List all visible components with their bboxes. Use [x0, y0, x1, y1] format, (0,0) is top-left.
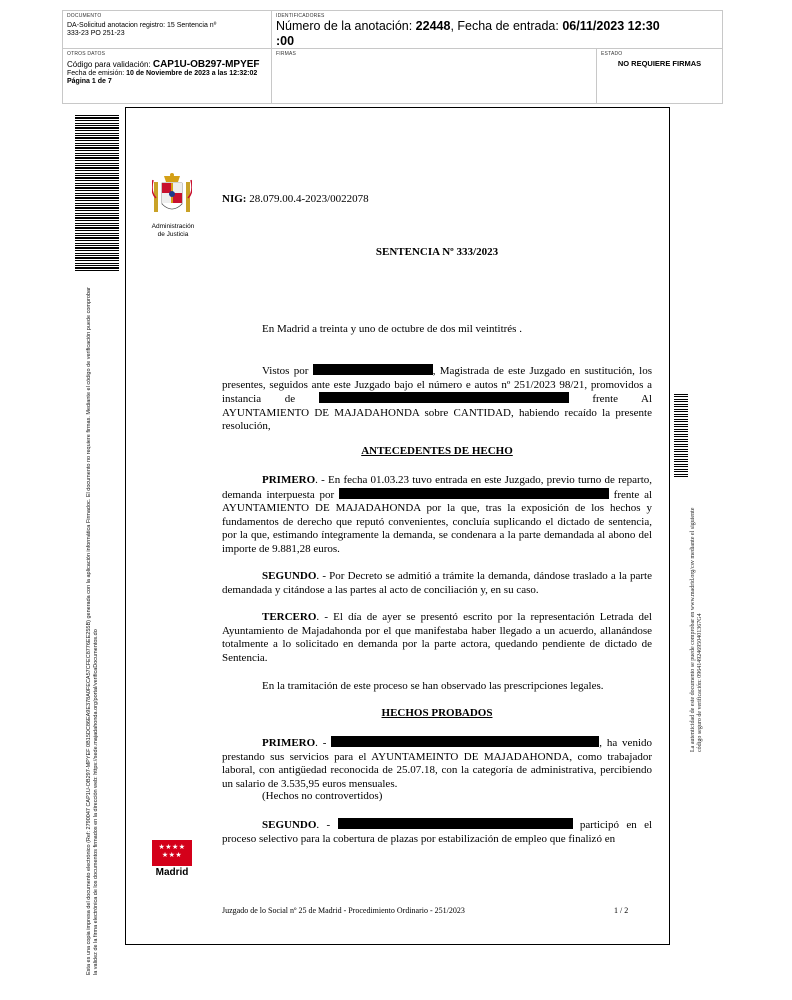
anotacion-prefix: Número de la anotación: [276, 19, 416, 33]
identificadores-label: IDENTIFICADORES [276, 13, 325, 19]
redaction-block [339, 488, 609, 499]
vistos-paragraph [222, 364, 652, 434]
estado-label: ESTADO [601, 51, 623, 57]
codigo-prefix: Código para validación: [67, 60, 153, 69]
tramitacion-paragraph: En la tramitación de este proceso se han observado las prescripciones legales. [262, 680, 604, 692]
fecha-value: 06/11/2023 12:30 [562, 19, 660, 33]
otros-datos-cell [63, 49, 272, 103]
nig-line [222, 193, 652, 207]
vistos-c: frente Al AYUNTAMIENTO DE MAJADAHONDA sobre CANTIDAD, habiendo recaído la presente resolución, [222, 393, 653, 432]
redaction-block [319, 392, 569, 403]
footer-page: 1 / 2 [614, 906, 629, 915]
anotacion-text [276, 19, 718, 49]
madrid-flag-icon: ★★★★ ★★★ [152, 840, 192, 866]
nig-label: NIG: [222, 193, 247, 205]
hp1-a: , ha venido prestando sus servicios para el AYUNTAMEINTO DE MAJADAHONDA, como trabajador laboral, con antigüedad reconocida de 25.07.18, con la categoría de administrativa, percibiendo un salario de 3.535,95 euros mensuales. [222, 737, 653, 790]
estado-cell [597, 49, 722, 103]
admin-line2: de Justicia [157, 230, 189, 238]
primero-label: PRIMERO [262, 474, 316, 486]
redaction-block [313, 364, 433, 375]
documento-text [67, 22, 217, 38]
barcode-left [75, 115, 119, 273]
hp1-note: (Hechos no controvertidos) [262, 790, 383, 802]
emision-line [67, 70, 267, 78]
emision-prefix: Fecha de emisión: [67, 70, 127, 77]
sentencia-title: SENTENCIA Nº 333/2023 [375, 246, 499, 258]
tercero-text: . - El día de ayer se presentó escrito por la representación Letrada del Ayuntamiento de Majadahonda por el que manifestaba haber llegado a un acuerdo, allanándose totalmente a lo solicitado en demanda por la parte actora, quedando pendiente de dictado de Sentencia. [222, 611, 652, 664]
segundo-label: SEGUNDO [262, 570, 317, 582]
barcode-right [674, 394, 688, 478]
primero-paragraph [222, 474, 652, 556]
hp2-paragraph [222, 818, 652, 846]
intro-paragraph: En Madrid a treinta y uno de octubre de dos mil veintitrés . [262, 323, 522, 335]
vistos-b: , Magistrada de este Juzgado en sustitución, los presentes, seguidos ante este Juzgado bajo el número e autos nº 251/2023 98/21, promovidos a instancia de [222, 365, 653, 405]
emision-value: 10 de Noviembre de 2023 a las 12:32:02 [126, 70, 258, 77]
primero-b: frente al AYUNTAMIENTO DE MAJADAHONDA por la que, tras la exposición de los hechos y fundamentos de derecho que reputó convenientes, concluía suplicando el dictado de sentencia, por la que, estimando íntegramente la demanda, se condenara a la parte demandada al abono del importe de 9.881,28 euros. [222, 488, 653, 555]
documento-value: DA-Solicitud anotacion registro: 15 Sentencia nº 333-23 PO 251-23 [67, 22, 217, 37]
codigo-value: CAP1U-OB297-MPYEF [152, 59, 260, 70]
tercero-label: TERCERO [262, 611, 317, 623]
redaction-block [331, 736, 599, 747]
tercero-paragraph [222, 611, 652, 665]
primero-a: . - En fecha 01.03.23 tuvo entrada en este Juzgado, previo turno de reparto, demanda interpuesta por [222, 474, 652, 501]
estado-value: NO REQUIERE FIRMAS [617, 59, 702, 68]
footer-court: Juzgado de lo Social nº 25 de Madrid - Procedimiento Ordinario - 251/2023 [222, 906, 465, 915]
hp2-dash: . - [316, 819, 331, 831]
side-left-legal-text: Esta es una copia impresa del documento electrónico (Ref: 2790047 CAP1U-OB297-MPYEF 0B15DC86EA9E378A0FECA57CFEC8776EE255B) generada con la aplicación informática Firmadoc. El documento no requiere firmas. Mediante el código de verificación puede comprobar la validez de la firma electrónica de los documentos firmados en la dirección web: https://sede.majadahonda.org/portal/verificaDocumentos.do [86, 287, 99, 975]
codigo-line [67, 59, 267, 70]
madrid-logo-text: Madrid [155, 867, 189, 878]
pagina-line: Página 1 de 7 [67, 78, 112, 85]
anotacion-number: 22448 [415, 19, 451, 33]
firmas-label: FIRMAS [276, 51, 297, 57]
hp1-paragraph [222, 736, 652, 791]
fecha-cont: :00 [276, 34, 295, 48]
documento-label: DOCUMENTO [67, 13, 102, 19]
hechos-heading: HECHOS PROBADOS [381, 707, 493, 719]
fecha-prefix: , Fecha de entrada: [450, 19, 563, 33]
documento-cell [63, 11, 272, 49]
hp1-dash: . - [315, 737, 327, 749]
segundo-paragraph [222, 570, 652, 597]
admin-justicia-caption [140, 223, 206, 238]
admin-line1: Administración [151, 223, 195, 230]
side-right-csv-text: La autenticidad de este documento se puede comprobar en www.madrid.org/csv mediante el siguiente código seguro de verificación: 0964149246950401367G4 [690, 507, 703, 752]
coat-of-arms-icon [152, 172, 192, 222]
hp2-a: participó en el proceso selectivo para la cobertura de plazas por estabilización de empleo que finalizó en [222, 819, 653, 845]
otros-label: OTROS DATOS [67, 51, 106, 57]
hp1-label: PRIMERO [262, 737, 316, 749]
segundo-text: . - Por Decreto se admitió a trámite la demanda, dándose traslado a la parte demandada y citándose a las partes al acto de conciliación y, en su caso. [222, 570, 652, 596]
vistos-a: Vistos por [262, 365, 309, 377]
firmas-cell [272, 49, 597, 103]
nig-value: 28.079.00.4-2023/0022078 [246, 193, 369, 205]
redaction-block [338, 818, 573, 829]
hp2-label: SEGUNDO [262, 819, 317, 831]
identificadores-cell [272, 11, 722, 49]
antecedentes-heading: ANTECEDENTES DE HECHO [361, 445, 513, 457]
document-header [62, 10, 723, 104]
